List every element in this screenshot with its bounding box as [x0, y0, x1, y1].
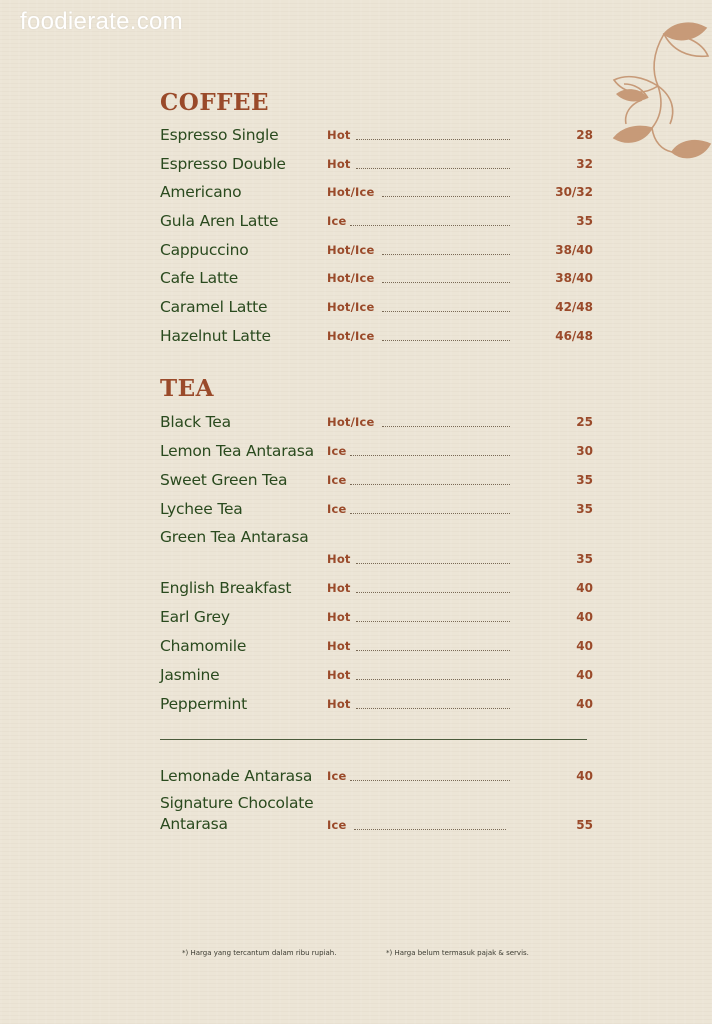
item-name: Americano	[160, 183, 242, 201]
item-temp: Hot	[327, 639, 351, 653]
item-temp: Hot/Ice	[327, 243, 375, 257]
item-temp: Hot/Ice	[327, 185, 375, 199]
menu-item	[160, 694, 593, 714]
item-dots	[356, 138, 510, 140]
item-temp: Ice	[327, 769, 347, 783]
item-dots	[354, 828, 506, 830]
item-price: 40	[576, 639, 593, 653]
item-dots	[350, 483, 510, 485]
menu-item	[160, 578, 593, 598]
item-name: Earl Grey	[160, 608, 230, 626]
item-price: 42/48	[555, 300, 593, 314]
item-temp: Hot	[327, 581, 351, 595]
section-title-coffee: COFFEE	[160, 89, 270, 116]
item-dots	[382, 339, 510, 341]
item-temp: Ice	[327, 818, 347, 832]
menu-item	[160, 297, 593, 317]
menu-item	[160, 470, 593, 490]
item-name: Green Tea Antarasa	[160, 528, 309, 546]
item-price: 46/48	[555, 329, 593, 343]
item-dots	[350, 779, 510, 781]
item-dots	[382, 310, 510, 312]
item-dots	[382, 281, 510, 283]
item-price: 35	[576, 214, 593, 228]
menu-item	[160, 607, 593, 627]
item-dots	[350, 224, 510, 226]
item-name: Jasmine	[160, 666, 220, 684]
item-dots	[350, 454, 510, 456]
item-name: Caramel Latte	[160, 298, 268, 316]
section-title-tea: TEA	[160, 375, 214, 402]
item-temp: Hot	[327, 128, 351, 142]
menu-item	[160, 412, 593, 432]
section-divider	[160, 739, 587, 740]
item-price: 25	[576, 415, 593, 429]
footnote-currency: *) Harga yang tercantum dalam ribu rupiah.	[182, 949, 337, 957]
item-name: Lemon Tea Antarasa	[160, 442, 314, 460]
menu-item	[160, 268, 593, 288]
item-temp: Hot	[327, 697, 351, 711]
item-dots	[356, 167, 510, 169]
item-name: Sweet Green Tea	[160, 471, 288, 489]
item-dots	[356, 562, 510, 564]
item-temp: Ice	[327, 473, 347, 487]
watermark: foodierate.com	[20, 8, 183, 35]
item-price: 40	[576, 581, 593, 595]
item-dots	[382, 195, 510, 197]
item-name: Chamomile	[160, 637, 247, 655]
item-temp: Hot/Ice	[327, 415, 375, 429]
menu-item	[160, 211, 593, 231]
menu-item	[160, 154, 593, 174]
item-dots	[356, 678, 510, 680]
item-temp: Hot	[327, 552, 351, 566]
item-dots	[382, 425, 510, 427]
menu-item	[160, 665, 593, 685]
item-name: Cafe Latte	[160, 269, 239, 287]
menu-item	[160, 125, 593, 145]
menu-item	[160, 326, 593, 346]
item-name: English Breakfast	[160, 579, 292, 597]
item-temp: Hot/Ice	[327, 271, 375, 285]
item-name: Cappuccino	[160, 241, 249, 259]
menu-item	[160, 766, 593, 786]
item-name: Gula Aren Latte	[160, 212, 279, 230]
menu-item	[160, 527, 593, 569]
item-temp: Ice	[327, 444, 347, 458]
menu-item	[160, 182, 593, 202]
menu-item	[160, 636, 593, 656]
item-name: Hazelnut Latte	[160, 327, 271, 345]
item-price: 40	[576, 697, 593, 711]
item-price: 38/40	[555, 243, 593, 257]
item-name: Black Tea	[160, 413, 231, 431]
item-temp: Ice	[327, 502, 347, 516]
item-price: 38/40	[555, 271, 593, 285]
item-dots	[356, 707, 510, 709]
item-dots	[356, 591, 510, 593]
item-price: 28	[576, 128, 593, 142]
leaf-decoration-icon	[612, 14, 712, 174]
menu-item	[160, 240, 593, 260]
item-dots	[356, 620, 510, 622]
item-price: 32	[576, 157, 593, 171]
item-price: 40	[576, 610, 593, 624]
item-name: Peppermint	[160, 695, 247, 713]
item-price: 30	[576, 444, 593, 458]
item-temp: Ice	[327, 214, 347, 228]
item-price: 35	[576, 473, 593, 487]
item-temp: Hot	[327, 157, 351, 171]
item-price: 55	[576, 818, 593, 832]
footnote-tax: *) Harga belum termasuk pajak & servis.	[386, 949, 529, 957]
item-temp: Hot	[327, 610, 351, 624]
item-name: Espresso Single	[160, 126, 279, 144]
menu-item	[160, 441, 593, 461]
item-temp: Hot/Ice	[327, 329, 375, 343]
menu-item	[160, 499, 593, 519]
item-dots	[382, 253, 510, 255]
item-price: 40	[576, 769, 593, 783]
item-temp: Hot/Ice	[327, 300, 375, 314]
item-name: Signature Chocolate Antarasa	[160, 794, 314, 833]
item-name: Espresso Double	[160, 155, 286, 173]
item-name: Lemonade Antarasa	[160, 767, 313, 785]
menu-item	[160, 793, 593, 835]
item-dots	[356, 649, 510, 651]
item-price: 35	[576, 502, 593, 516]
item-price: 30/32	[555, 185, 593, 199]
item-temp: Hot	[327, 668, 351, 682]
item-name: Lychee Tea	[160, 500, 243, 518]
item-price: 40	[576, 668, 593, 682]
item-dots	[350, 512, 510, 514]
item-price: 35	[576, 552, 593, 566]
